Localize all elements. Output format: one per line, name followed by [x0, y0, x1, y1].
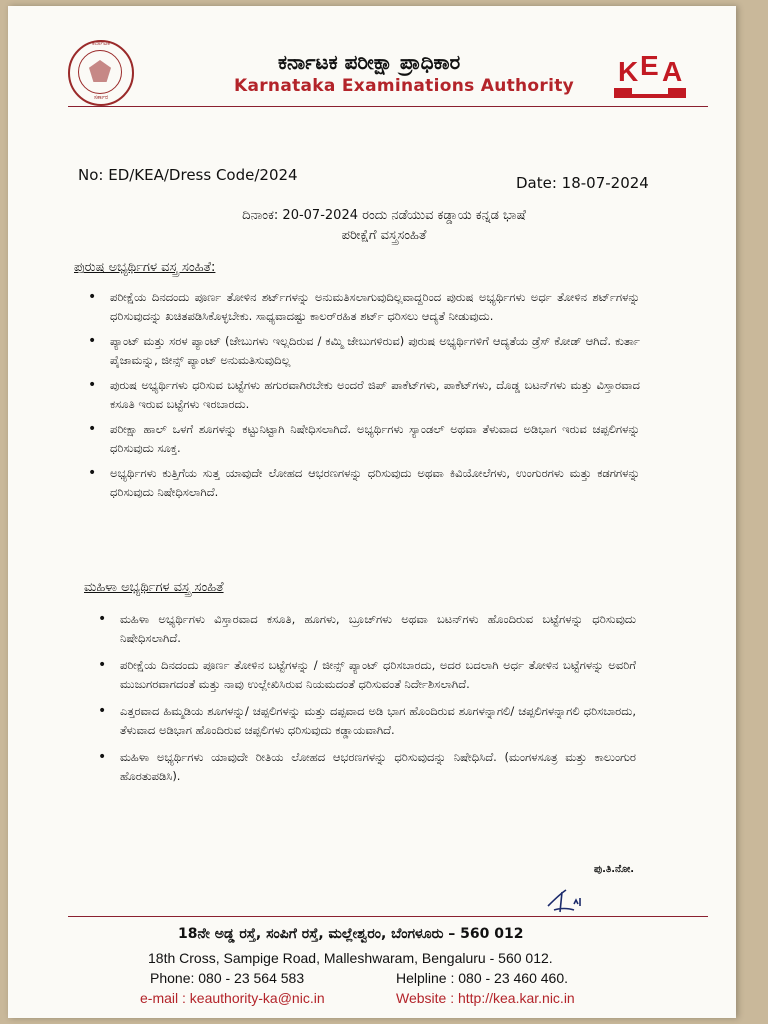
address-kannada: 18ನೇ ಅಡ್ಡ ರಸ್ತೆ, ಸಂಪಿಗೆ ರಸ್ತೆ, ಮಲ್ಲೇಶ್ವರಂ, ಬೆಂಗಳೂರು – 560 012 [178, 926, 524, 942]
emblem-bottom-text: ಸರ್ಕಾರ [93, 94, 109, 101]
org-title-kannada: ಕರ್ನಾಟಕ ಪರೀಕ್ಷಾ ಪ್ರಾಧಿಕಾರ [278, 50, 461, 74]
karnataka-emblem-icon [68, 40, 134, 106]
signature-icon [544, 886, 586, 918]
helpline-number: Helpline : 080 - 23 460 460. [396, 970, 569, 986]
header-divider [68, 106, 708, 107]
list-item: • ಪುರುಷ ಅಭ್ಯರ್ಥಿಗಳು ಧರಿಸುವ ಬಟ್ಟೆಗಳು ಹಗುರವಾಗಿರಬೇಕು ಅಂದರೆ ಜಿಪ್ ಪಾಕೆಟ್‌ಗಳು, ಪಾಕೆಟ್‌ಗಳು, ದೊಡ್ಡ ಬಟನ್‌ಗಳು ಮತ್ತು ವಿಸ್ತಾರವಾದ ಕಸೂತಿ ಇರುವ ಬಟ್ಟೆಗಳು ಇರಬಾರದು. [110, 376, 640, 414]
website-url: Website : http://kea.kar.nic.in [396, 990, 575, 1006]
male-section-heading: ಪುರುಷ ಅಭ್ಯರ್ಥಿಗಳ ವಸ್ತ್ರ ಸಂಹಿತೆ: [74, 260, 216, 275]
signature-initials: ಪು.ತಿ.ನೋ. [594, 864, 635, 875]
logo-letter-e: E [640, 50, 659, 81]
document-date: Date: 18-07-2024 [516, 174, 649, 192]
logo-letter-k: K [618, 56, 639, 87]
email-address: e-mail : keauthority-ka@nic.in [140, 990, 325, 1006]
male-rules-list [110, 288, 640, 502]
list-item: • ಪರೀಕ್ಷೆಯ ದಿನದಂದು ಪೂರ್ಣ ತೋಳಿನ ಬಟ್ಟೆಗಳನ್ನು / ಜೀನ್ಸ್ ಪ್ಯಾಂಟ್ ಧರಿಸಬಾರದು, ಅದರ ಬದಲಾಗಿ ಅರ್ಧ ತೋಳಿನ ಬಟ್ಟೆಗಳನ್ನು ಅವರಿಗೆ ಮುಜುಗರವಾಗದಂತೆ ಮತ್ತು ನಾವು ಉಲ್ಲೇಖಿಸಿರುವ ನಿಯಮದಂತೆ ಧರಿಸುವಂತೆ ನಿರ್ದೇಶಿಸಲಾಗಿದೆ. [120, 656, 636, 694]
subject-heading [174, 206, 594, 246]
female-rules-list [120, 610, 636, 786]
document-page [8, 6, 736, 1018]
emblem-top-text: ಕರ್ನಾಟಕ [92, 40, 110, 47]
list-item: • ಅಭ್ಯರ್ಥಿಗಳು ಕುತ್ತಿಗೆಯ ಸುತ್ತ ಯಾವುದೇ ಲೋಹದ ಆಭರಣಗಳನ್ನು ಧರಿಸುವುದು ಅಥವಾ ಕಿವಿಯೋಲೆಗಳು, ಉಂಗುರಗಳು ಮತ್ತು ಕಡಗಗಳನ್ನು ಧರಿಸುವುದು ನಿಷೇಧಿಸಲಾಗಿದೆ. [110, 464, 640, 502]
kea-logo [614, 50, 686, 100]
phone-number: Phone: 080 - 23 564 583 [150, 970, 305, 986]
subject-line-1: ದಿನಾಂಕ: 20-07-2024 ರಂದು ನಡೆಯುವ ಕಡ್ಡಾಯ ಕನ್ನಡ ಭಾಷೆ [242, 208, 526, 223]
list-item: • ಎತ್ತರವಾದ ಹಿಮ್ಮಡಿಯ ಶೂಗಳನ್ನು/ ಚಪ್ಪಲಿಗಳನ್ನು ಮತ್ತು ದಪ್ಪವಾದ ಅಡಿ ಭಾಗ ಹೊಂದಿರುವ ಶೂಗಳನ್ನಾಗಲಿ/ ಚಪ್ಪಲಿಗಳನ್ನಾಗಲಿ ಧರಿಸಬಾರದು, ತೆಳುವಾದ ಅಡಿಭಾಗ ಹೊಂದಿರುವ ಚಪ್ಪಲಿಗಳು ಧರಿಸುವುದು ಕಡ್ಡಾಯವಾಗಿದೆ. [120, 702, 636, 740]
list-item: • ಪ್ಯಾಂಟ್ ಮತ್ತು ಸರಳ ಪ್ಯಾಂಟ್ (ಜೇಬುಗಳು ಇಲ್ಲದಿರುವ / ಕಮ್ಮಿ ಜೇಬುಗಳಿರುವ) ಪುರುಷ ಅಭ್ಯರ್ಥಿಗಳಿಗೆ ಆದ್ಯತೆಯ ಡ್ರೆಸ್ ಕೋಡ್ ಆಗಿದೆ. ಕುರ್ತಾ ಪೈಜಾಮನ್ನು, ಜೀನ್ಸ್ ಪ್ಯಾಂಟ್ ಅನುಮತಿಸುವುದಿಲ್ಲ [110, 332, 640, 370]
list-item: • ಮಹಿಳಾ ಅಭ್ಯರ್ಥಿಗಳು ವಿಸ್ತಾರವಾದ ಕಸೂತಿ, ಹೂಗಳು, ಬ್ರೂಚ್‌ಗಳು ಅಥವಾ ಬಟನ್‌ಗಳು ಹೊಂದಿರುವ ಬಟ್ಟೆಗಳನ್ನು ಧರಿಸುವುದು ನಿಷೇಧಿಸಲಾಗಿದೆ. [120, 610, 636, 648]
list-item: • ಪರೀಕ್ಷೆಯ ದಿನದಂದು ಪೂರ್ಣ ತೋಳಿನ ಶರ್ಟ್‌ಗಳನ್ನು ಅನುಮತಿಸಲಾಗುವುದಿಲ್ಲವಾದ್ದರಿಂದ ಪುರುಷ ಅಭ್ಯರ್ಥಿಗಳು ಅರ್ಧ ತೋಳಿನ ಶರ್ಟ್‌ಗಳನ್ನು ಧರಿಸುವುದನ್ನು ಖಚಿತಪಡಿಸಿಕೊಳ್ಳಬೇಕು. ಸಾಧ್ಯವಾದಷ್ಟು ಕಾಲರ್‌ರಹಿತ ಶರ್ಟ್ ಧರಿಸಲು ಆದ್ಯತೆ ನೀಡುವುದು. [110, 288, 640, 326]
reference-number: No: ED/KEA/Dress Code/2024 [78, 166, 298, 184]
address-english: 18th Cross, Sampige Road, Malleshwaram, Bengaluru - 560 012. [148, 950, 553, 966]
list-item: • ಪರೀಕ್ಷಾ ಹಾಲ್ ಒಳಗೆ ಶೂಗಳನ್ನು ಕಟ್ಟುನಿಟ್ಟಾಗಿ ನಿಷೇಧಿಸಲಾಗಿದೆ. ಅಭ್ಯರ್ಥಿಗಳು ಸ್ಯಾಂಡಲ್ ಅಥವಾ ತೆಳುವಾದ ಅಡಿಭಾಗ ಇರುವ ಚಪ್ಪಲಿಗಳನ್ನು ಧರಿಸುವುದು ಸೂಕ್ತ. [110, 420, 640, 458]
subject-line-2: ಪರೀಕ್ಷೆಗೆ ವಸ್ತ್ರಸಂಹಿತೆ [341, 228, 427, 243]
footer-divider [68, 916, 708, 917]
list-item: • ಮಹಿಳಾ ಅಭ್ಯರ್ಥಿಗಳು ಯಾವುದೇ ರೀತಿಯ ಲೋಹದ ಆಭರಣಗಳನ್ನು ಧರಿಸುವುದನ್ನು ನಿಷೇಧಿಸಿದೆ. (ಮಂಗಳಸೂತ್ರ ಮತ್ತು ಕಾಲುಂಗುರ ಹೊರತುಪಡಿಸಿ). [120, 748, 636, 786]
female-section-heading: ಮಹಿಳಾ ಅಭ್ಯರ್ಥಿಗಳ ವಸ್ತ್ರ ಸಂಹಿತೆ [84, 580, 224, 595]
logo-letter-a: A [662, 56, 683, 87]
org-title-english: Karnataka Examinations Authority [234, 76, 575, 96]
